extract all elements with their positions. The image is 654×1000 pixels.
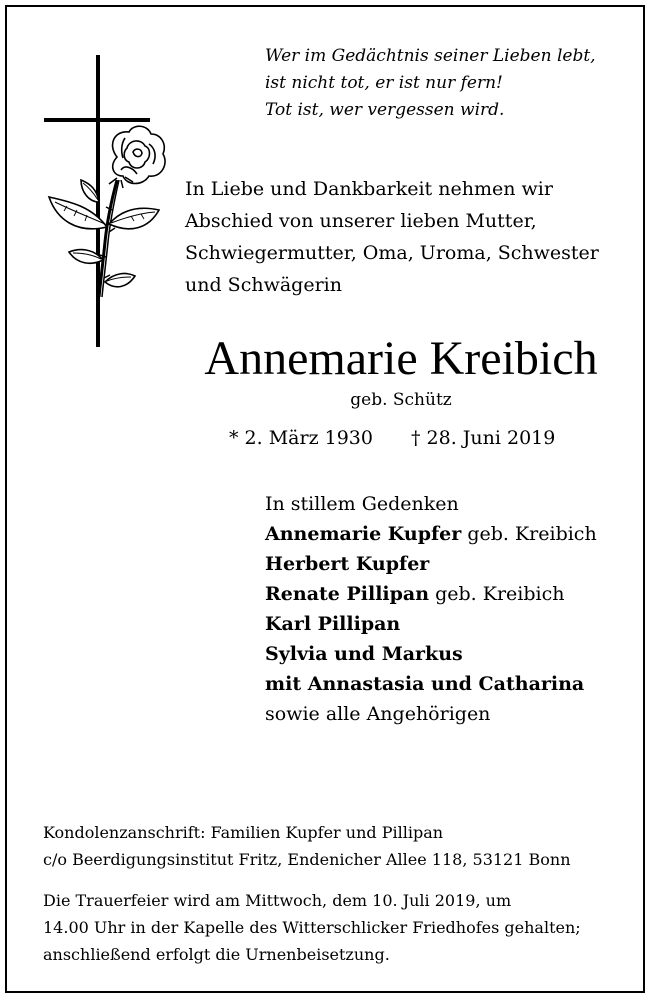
condolence-address <box>43 819 623 873</box>
contact-line: Kondolenzanschrift: Familien Kupfer und Pillipan <box>43 823 444 842</box>
mourners-list <box>265 489 625 729</box>
mourners-closing: sowie alle Angehörigen <box>265 703 491 725</box>
mourner-entry <box>265 609 625 639</box>
funeral-info <box>43 887 623 968</box>
funeral-line: 14.00 Uhr in der Kapelle des Witterschlicker Friedhofes gehalten; <box>43 918 581 937</box>
cross-with-rose-icon <box>37 52 177 352</box>
mourner-entry <box>265 519 625 549</box>
intro-line: und Schwägerin <box>185 274 342 296</box>
mourner-name: Sylvia und Markus <box>265 643 463 665</box>
mourners-heading: In stillem Gedenken <box>265 493 459 515</box>
mourner-entry <box>265 639 625 669</box>
death-date: † 28. Juni 2019 <box>410 427 556 449</box>
intro-line: Abschied von unserer lieben Mutter, <box>185 210 537 232</box>
mourner-name: Karl Pillipan <box>265 613 401 635</box>
mourner-entry <box>265 579 625 609</box>
intro-line: Schwiegermutter, Oma, Uroma, Schwester <box>185 242 599 264</box>
mourner-name: mit Annastasia und Catharina <box>265 673 585 695</box>
birth-date: * 2. März 1930 <box>229 427 373 449</box>
obituary-notice <box>5 5 645 993</box>
funeral-line: anschließend erfolgt die Urnenbeisetzung. <box>43 945 390 964</box>
mourner-name: Herbert Kupfer <box>265 553 430 575</box>
intro-text <box>185 173 613 301</box>
mourner-entry <box>265 549 625 579</box>
quote-line: Wer im Gedächtnis seiner Lieben lebt, <box>265 46 596 66</box>
mourner-name: Annemarie Kupfer <box>265 523 462 545</box>
quote-line: Tot ist, wer vergessen wird. <box>265 100 505 120</box>
mourner-note: geb. Kreibich <box>429 583 565 605</box>
contact-line: c/o Beerdigungsinstitut Fritz, Endenicher Allee 118, 53121 Bonn <box>43 850 571 869</box>
mourner-note: geb. Kreibich <box>461 523 597 545</box>
deceased-name: Annemarie Kreibich <box>204 332 598 385</box>
mourner-name: Renate Pillipan <box>265 583 430 605</box>
maiden-name: geb. Schütz <box>350 390 452 410</box>
mourner-entry <box>265 669 625 699</box>
life-dates <box>229 423 555 453</box>
funeral-line: Die Trauerfeier wird am Mittwoch, dem 10. Juli 2019, um <box>43 891 512 910</box>
quote-line: ist nicht tot, er ist nur fern! <box>265 73 503 93</box>
intro-line: In Liebe und Dankbarkeit nehmen wir <box>185 178 553 200</box>
memorial-quote <box>265 43 625 124</box>
